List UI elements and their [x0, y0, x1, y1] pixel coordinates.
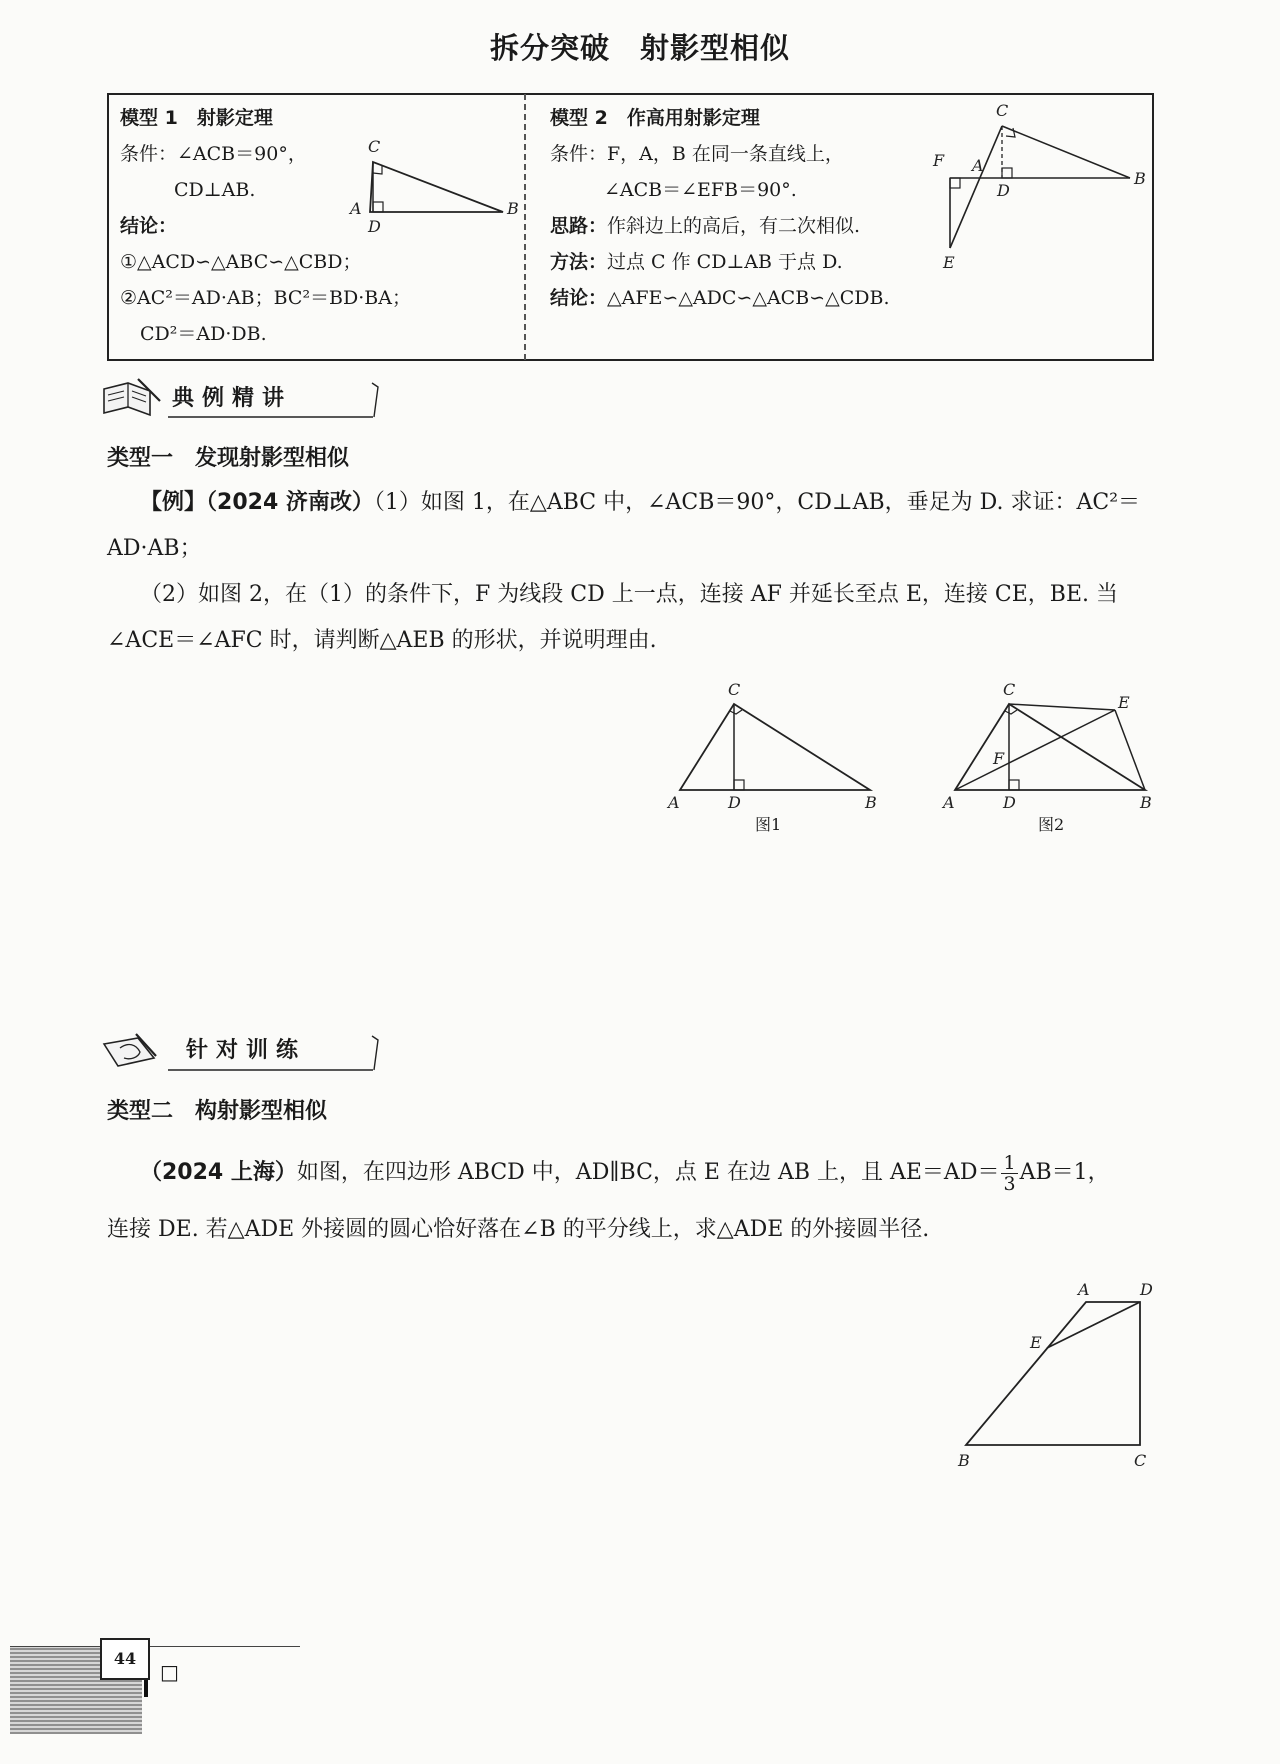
problem-source: （2024 上海） — [140, 1160, 297, 1185]
model2-label-b: B — [1134, 169, 1146, 188]
model1-label-b: B — [507, 199, 519, 218]
model2-method-label: 方法： — [550, 251, 608, 273]
model2-method — [550, 244, 843, 280]
fig2-right-angle-d — [1009, 780, 1019, 790]
model2-idea — [550, 208, 860, 244]
model2-condition-1: 条件：F，A，B 在同一条直线上， — [550, 143, 844, 165]
fig1-label-b: B — [865, 793, 877, 812]
model1-right-angle-d — [373, 202, 383, 212]
model1-label-a: A — [350, 199, 362, 218]
section1-type-heading: 类型一 发现射影型相似 — [107, 446, 350, 471]
footer-square-glyph: □ — [160, 1660, 179, 1684]
model2-line-cb — [1002, 126, 1130, 178]
section2-type-heading: 类型二 构射影型相似 — [107, 1099, 328, 1124]
fraction-one-third — [1001, 1153, 1017, 1194]
model2-conclusion — [550, 280, 889, 316]
model1-label-c: C — [368, 137, 381, 156]
model2-label-d: D — [997, 181, 1010, 200]
figure-1 — [660, 680, 890, 830]
example-part2-line2: ∠ACE＝∠AFC 时，请判断△AEB 的形状，并说明理由. — [107, 628, 657, 653]
model1-conclusion-1: ①△ACD∽△ABC∽△CBD； — [120, 251, 362, 273]
fig2-label-f: F — [993, 749, 1005, 768]
example-tag: 【例】 — [140, 490, 207, 515]
fig1-label-d: D — [728, 793, 741, 812]
fig1-right-angle-c — [730, 710, 742, 714]
model2-heading: 模型 2 作高用射影定理 — [550, 107, 760, 129]
model1-triangle — [370, 162, 503, 212]
fraction-numerator: 1 — [1003, 1151, 1016, 1174]
fig1-triangle — [680, 704, 870, 790]
fig2-right-angle-c — [1005, 710, 1017, 714]
model1-label-d: D — [368, 217, 381, 236]
fig2-label-a: A — [943, 793, 955, 812]
model1-conclusion-3: CD²＝AD·DB. — [140, 323, 267, 345]
model1-conclusion-label: 结论： — [120, 215, 178, 237]
fig2-line-ae — [955, 710, 1115, 790]
fig2-label-b: B — [1140, 793, 1152, 812]
fig2-line-ce — [1009, 704, 1115, 710]
quad-segment-de — [1047, 1302, 1140, 1348]
model2-conclusion-label: 结论： — [550, 287, 608, 309]
problem-line-2: 连接 DE. 若△ADE 外接圆的圆心恰好落在∠B 的平分线上，求△ADE 的外接圆半径. — [107, 1217, 930, 1242]
model2-idea-text: 作斜边上的高后，有二次相似. — [607, 215, 861, 237]
fig1-right-angle-d — [734, 780, 744, 790]
quad-label-a: A — [1078, 1280, 1090, 1299]
model2-idea-label: 思路： — [550, 215, 608, 237]
model2-label-f: F — [933, 151, 945, 170]
book-icon — [104, 379, 160, 415]
quad-label-d: D — [1140, 1280, 1153, 1299]
fraction-denominator: 3 — [1003, 1172, 1016, 1195]
model1-heading: 模型 1 射影定理 — [120, 107, 273, 129]
model2-right-angle-d — [1002, 168, 1012, 178]
example-part2-line1: （2）如图 2，在（1）的条件下，F 为线段 CD 上一点，连接 AF 并延长至点 E，连接 CE，BE. 当 — [140, 582, 1118, 607]
problem-text-after-frac: AB＝1， — [1019, 1160, 1110, 1185]
problem-line-1 — [140, 1145, 1110, 1201]
footer-rule — [10, 1646, 300, 1647]
model1-condition-1: 条件：∠ACB＝90°， — [120, 143, 307, 165]
model2-label-a: A — [972, 156, 984, 175]
fig1-label-a: A — [668, 793, 680, 812]
example-part1-line2: AD·AB； — [107, 536, 202, 561]
figure-2 — [935, 680, 1165, 830]
fig2-line-eb — [1115, 710, 1145, 790]
example-source: （2024 济南改） — [206, 490, 374, 515]
page-number: 44 — [100, 1638, 150, 1680]
fig2-triangle — [955, 704, 1145, 790]
fig2-caption: 图2 — [1038, 815, 1065, 834]
fig1-label-c: C — [728, 680, 741, 699]
model2-method-text: 过点 C 作 CD⊥AB 于点 D. — [607, 251, 843, 273]
writing-hand-icon — [104, 1034, 156, 1066]
model1-conclusion-2: ②AC²＝AD·AB；BC²＝BD·BA； — [120, 287, 411, 309]
quad-label-c: C — [1134, 1451, 1147, 1470]
section2-label: 针对训练 — [186, 1038, 307, 1063]
page-title: 拆分突破 射影型相似 — [489, 31, 790, 65]
quad-label-e: E — [1030, 1333, 1042, 1352]
model1-figure — [335, 130, 525, 240]
problem-text-before-frac: 如图，在四边形 ABCD 中，AD∥BC，点 E 在边 AB 上，且 AE＝AD＝ — [296, 1160, 1000, 1185]
model2-label-c: C — [996, 101, 1009, 120]
quadrilateral-figure — [950, 1280, 1170, 1470]
quad-abcd — [966, 1302, 1140, 1445]
section2-flourish — [372, 1036, 378, 1070]
model1-condition-2: CD⊥AB. — [174, 179, 256, 201]
model2-figure — [925, 98, 1155, 276]
model2-right-angle-f — [950, 178, 960, 188]
section1-label: 典例精讲 — [172, 386, 293, 411]
example-line-1 — [140, 479, 1140, 527]
example-part1-line1: （1）如图 1，在△ABC 中，∠ACB＝90°，CD⊥AB，垂足为 D. 求证：AC²＝ — [373, 490, 1141, 515]
model2-line-ce — [950, 126, 1002, 248]
quad-label-b: B — [958, 1451, 970, 1470]
model2-label-e: E — [943, 253, 955, 272]
model1-right-angle-c — [373, 165, 382, 174]
model2-condition-2: ∠ACB＝∠EFB＝90°. — [604, 179, 797, 201]
fig2-label-c: C — [1003, 680, 1016, 699]
fig1-caption: 图1 — [755, 815, 782, 834]
fig2-label-e: E — [1118, 693, 1130, 712]
fig2-label-d: D — [1003, 793, 1016, 812]
section1-flourish — [372, 383, 378, 417]
model2-conclusion-text: △AFE∽△ADC∽△ACB∽△CDB. — [607, 287, 890, 309]
